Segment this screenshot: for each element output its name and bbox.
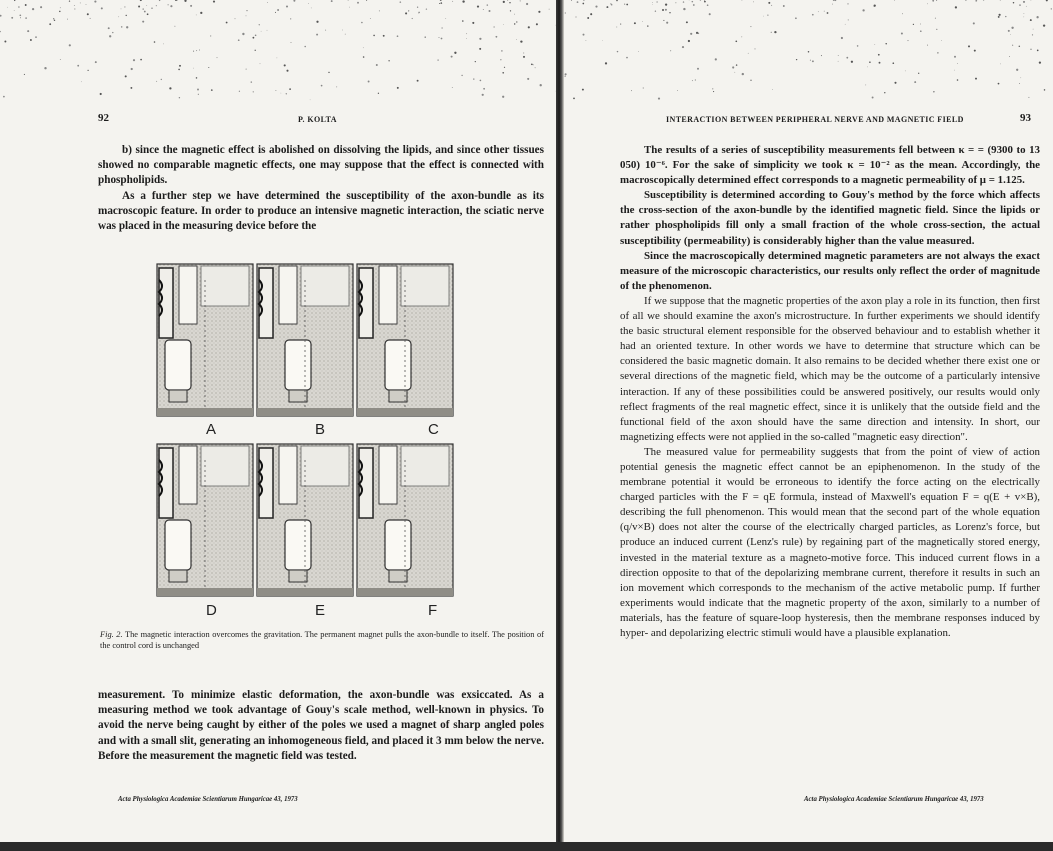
panel-label-d: D: [206, 602, 217, 619]
body-text-bottom: [98, 688, 544, 764]
panel-label-c: C: [428, 421, 439, 438]
scan-edge: [0, 842, 1053, 851]
figure-2: [155, 260, 455, 620]
paragraph: measurement. To minimize elastic deformation, the axon-bundle was exsiccated. As a measuring method we took advantage of Gouy's scale method, well-known in physics. To avoid the nerve being caught by either of the poles we used a magnet of sharp angled poles and with a small slit, generating an inhomogeneous field, and placed it 3 mm below the nerve. Before the measurement the magnetic field was tested.: [98, 689, 544, 762]
paragraph: As a further step we have determined the susceptibility of the axon-bundle as its macroscopic feature. In order to produce an intensive magnetic interaction, the sciatic nerve was placed in the measuring device before the: [98, 189, 544, 233]
figure-panel: [257, 444, 353, 596]
paragraph: The results of a series of susceptibility measurements fell between κ = = (9300 to 13 050) 10⁻⁶. For the sake of simplicity we took κ = 10⁻² as the mean. Accordingly, the macroscopically determined effect corresponds to a magnetic permeability of μ = 1.125.: [620, 144, 1040, 187]
page-number: 93: [1020, 112, 1031, 124]
figure-panel: [357, 444, 453, 596]
caption-text: The magnetic interaction overcomes the gravitation. The permanent magnet pulls the axon-bundle to itself. The position of the control cord is unchanged: [100, 630, 544, 650]
running-head: P. KOLTA: [298, 115, 337, 124]
body-text-top: [98, 143, 544, 234]
paragraph: Since the macroscopically determined magnetic parameters are not always the exact measure of the microscopic characteristics, our results only reflect the order of magnitude of the phenomenon.: [620, 249, 1040, 292]
body-text: [620, 143, 1040, 641]
figure-caption: [100, 630, 544, 651]
panel-label-e: E: [315, 602, 326, 619]
panel-label-a: A: [206, 421, 217, 438]
paragraph: The measured value for permeability suggests that from the point of view of action potential genesis the magnetic effect cannot be an epiphenomenon. In the study of the membrane potential it would be erroneous to identify the force acting on the electrically charged particles with the F = qE formula, instead of Maxwell's equation F = q(E + v×B), describing the full phenomenon. This would mean that the second part of the whole equation (q/v×B) does not alter the course of the electrically charged particles, as Lorenz's force, but produce an induced current (Lenz's rule) by regaining part of the magnetically stored energy, invested in the material texture as a magneto-motive force. This induced current flows in a direction opposite to that of the depolarizing membrane current, therefore it results in such an ion movement which corresponds to the mechanism of the active metabolic pump. If further experiments would indicate that the magnetic property of the axon, similarly to a number of materials, has the feature of square-loop hysteresis, then the membrane responses induced by hyper- and depolarizing electric stimuli would have a plausible explanation.: [620, 445, 1040, 639]
page-number: 92: [98, 112, 109, 124]
caption-label: Fig. 2.: [100, 630, 123, 639]
paragraph: Susceptibility is determined according to Gouy's method by the force which affects the cross-section of the axon-bundle by the identified magnetic field. Since the lipids or rather phospholipids fill only a small fraction of the whole cross-section, the actual susceptibility (permeability) is considerably higher than the value measured.: [620, 189, 1040, 247]
panel-label-b: B: [315, 421, 326, 438]
book-gutter: [556, 0, 564, 851]
paragraph: If we suppose that the magnetic properties of the axon play a role in its function, then first of all we should examine the axon's microstructure. In further experiments we should identify the basic structural element responsible for the observed behaviour and to establish whether it had an oriented texture. In other words we have to determine that structure which can be considered the basic magnetic domain. It also remains to be decided whether there exist one or several directions of the magnetic field, which may be the outcome of a particularly intensive interaction. If any of these possibilities could be answered positively, our results would only reflect fragments of the real magnetic effect, since it is unlikely that the outside field and the functional field of the axon should have the same direction and intensity. In short, our magnetizing effects were not applied in the so-called "magnetic easy direction".: [620, 294, 1040, 443]
figure-panel: [157, 444, 253, 596]
right-page: [564, 0, 1053, 851]
running-head: INTERACTION BETWEEN PERIPHERAL NERVE AND MAGNETIC FIELD: [666, 115, 964, 124]
figure-panel: [157, 264, 253, 416]
journal-footer: Acta Physiologica Academiae Scientiarum Hungaricae 43, 1973: [118, 796, 298, 803]
figure-panel: [357, 264, 453, 416]
paragraph: b) since the magnetic effect is abolished on dissolving the lipids, and since other tissues showed no comparable magnetic effects, one may suppose that the effect is connected with phospholipids.: [98, 144, 544, 187]
journal-footer: Acta Physiologica Academiae Scientiarum Hungaricae 43, 1973: [804, 796, 984, 803]
panel-label-f: F: [428, 602, 438, 619]
figure-panel: [257, 264, 353, 416]
